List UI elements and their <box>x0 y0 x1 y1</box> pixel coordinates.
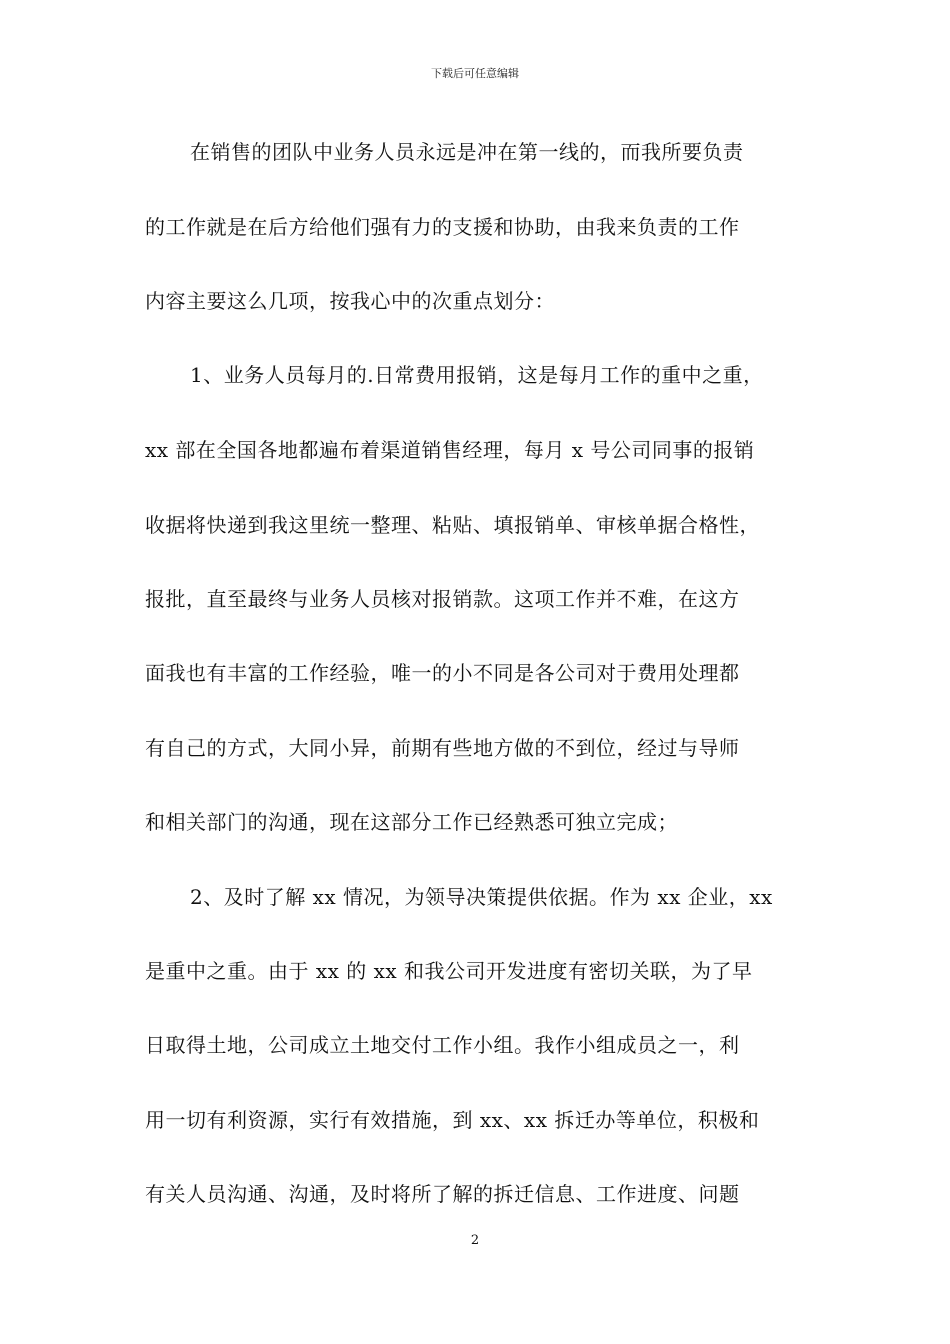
page-header: 下载后可任意编辑 <box>431 67 519 80</box>
paragraph-2-line-7: 和相关部门的沟通，现在这部分工作已经熟悉可独立完成； <box>145 810 678 834</box>
paragraph-3-line-3: 日取得土地，公司成立土地交付工作小组。我作小组成员之一，利 <box>145 1033 740 1057</box>
paragraph-1-line-3: 内容主要这么几项，按我心中的次重点划分： <box>145 289 555 313</box>
page-number: 2 <box>470 1233 480 1248</box>
paragraph-3-line-5: 有关人员沟通、沟通，及时将所了解的拆迁信息、工作进度、问题 <box>145 1182 740 1206</box>
paragraph-2-line-1: 1、业务人员每月的.日常费用报销，这是每月工作的重中之重， <box>190 363 764 387</box>
paragraph-3-line-1: 2、及时了解 xx 情况，为领导决策提供依据。作为 xx 企业，xx <box>190 885 773 909</box>
paragraph-1-line-2: 的工作就是在后方给他们强有力的支援和协助，由我来负责的工作 <box>145 215 740 239</box>
paragraph-2-line-5: 面我也有丰富的工作经验，唯一的小不同是各公司对于费用处理都 <box>145 661 740 685</box>
paragraph-2-line-4: 报批，直至最终与业务人员核对报销款。这项工作并不难，在这方 <box>145 587 740 611</box>
paragraph-2-line-3: 收据将快递到我这里统一整理、粘贴、填报销单、审核单据合格性， <box>145 513 760 537</box>
paragraph-3-line-2: 是重中之重。由于 xx 的 xx 和我公司开发进度有密切关联，为了早 <box>145 959 753 983</box>
paragraph-2-line-2: xx 部在全国各地都遍布着渠道销售经理，每月 x 号公司同事的报销 <box>145 438 755 462</box>
paragraph-3-line-4: 用一切有利资源，实行有效措施，到 xx、xx 拆迁办等单位，积极和 <box>145 1108 760 1132</box>
paragraph-2-line-6: 有自己的方式，大同小异，前期有些地方做的不到位，经过与导师 <box>145 736 740 760</box>
paragraph-1-line-1: 在销售的团队中业务人员永远是冲在第一线的，而我所要负责 <box>190 140 744 164</box>
